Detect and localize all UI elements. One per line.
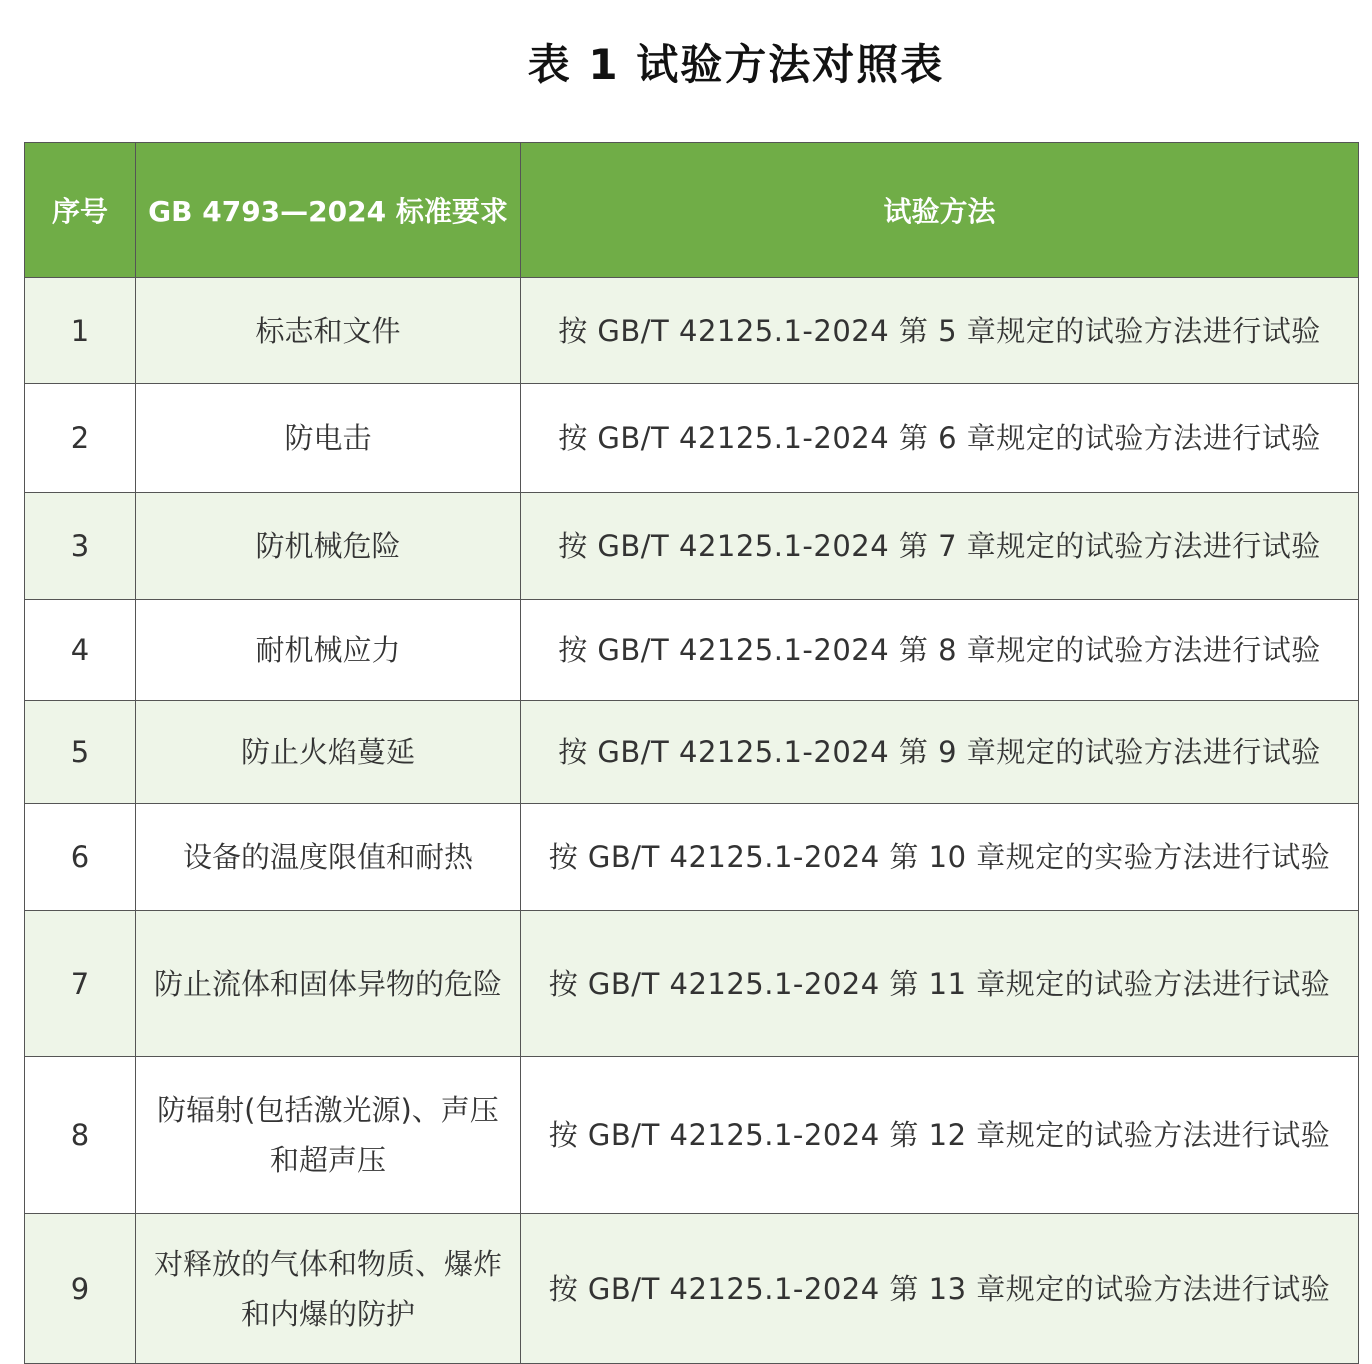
cell-test-method: 按 GB/T 42125.1-2024 第 13 章规定的试验方法进行试验 bbox=[521, 1214, 1359, 1364]
cell-requirement: 设备的温度限值和耐热 bbox=[136, 804, 521, 911]
table-row bbox=[25, 701, 1359, 804]
cell-requirement: 防止流体和固体异物的危险 bbox=[136, 911, 521, 1057]
table-title: 表 1 试验方法对照表 bbox=[527, 40, 945, 89]
table-row bbox=[25, 384, 1359, 493]
cell-test-method: 按 GB/T 42125.1-2024 第 9 章规定的试验方法进行试验 bbox=[521, 701, 1359, 804]
table-row bbox=[25, 600, 1359, 701]
cell-serial-number: 7 bbox=[25, 911, 136, 1057]
cell-test-method: 按 GB/T 42125.1-2024 第 11 章规定的试验方法进行试验 bbox=[521, 911, 1359, 1057]
table-row bbox=[25, 1214, 1359, 1364]
cell-serial-number: 5 bbox=[25, 701, 136, 804]
cell-test-method: 按 GB/T 42125.1-2024 第 12 章规定的试验方法进行试验 bbox=[521, 1057, 1359, 1214]
cell-serial-number: 3 bbox=[25, 493, 136, 600]
cell-test-method: 按 GB/T 42125.1-2024 第 5 章规定的试验方法进行试验 bbox=[521, 278, 1359, 384]
cell-requirement: 防电击 bbox=[136, 384, 521, 493]
cell-test-method: 按 GB/T 42125.1-2024 第 10 章规定的实验方法进行试验 bbox=[521, 804, 1359, 911]
table-row bbox=[25, 804, 1359, 911]
cell-serial-number: 2 bbox=[25, 384, 136, 493]
cell-serial-number: 1 bbox=[25, 278, 136, 384]
table-row bbox=[25, 278, 1359, 384]
cell-requirement: 耐机械应力 bbox=[136, 600, 521, 701]
cell-requirement: 防机械危险 bbox=[136, 493, 521, 600]
comparison-table bbox=[24, 142, 1359, 1364]
cell-requirement: 防辐射(包括激光源)、声压和超声压 bbox=[136, 1057, 521, 1214]
table-header-row bbox=[25, 143, 1359, 278]
table-row bbox=[25, 911, 1359, 1057]
cell-requirement: 防止火焰蔓延 bbox=[136, 701, 521, 804]
cell-serial-number: 4 bbox=[25, 600, 136, 701]
cell-requirement: 标志和文件 bbox=[136, 278, 521, 384]
header-serial-number: 序号 bbox=[25, 143, 136, 278]
cell-test-method: 按 GB/T 42125.1-2024 第 8 章规定的试验方法进行试验 bbox=[521, 600, 1359, 701]
cell-test-method: 按 GB/T 42125.1-2024 第 6 章规定的试验方法进行试验 bbox=[521, 384, 1359, 493]
cell-serial-number: 6 bbox=[25, 804, 136, 911]
header-test-method: 试验方法 bbox=[521, 143, 1359, 278]
cell-serial-number: 9 bbox=[25, 1214, 136, 1364]
header-standard-requirement: GB 4793—2024 标准要求 bbox=[136, 143, 521, 278]
cell-test-method: 按 GB/T 42125.1-2024 第 7 章规定的试验方法进行试验 bbox=[521, 493, 1359, 600]
cell-requirement: 对释放的气体和物质、爆炸和内爆的防护 bbox=[136, 1214, 521, 1364]
table-row bbox=[25, 1057, 1359, 1214]
table-row bbox=[25, 493, 1359, 600]
cell-serial-number: 8 bbox=[25, 1057, 136, 1214]
